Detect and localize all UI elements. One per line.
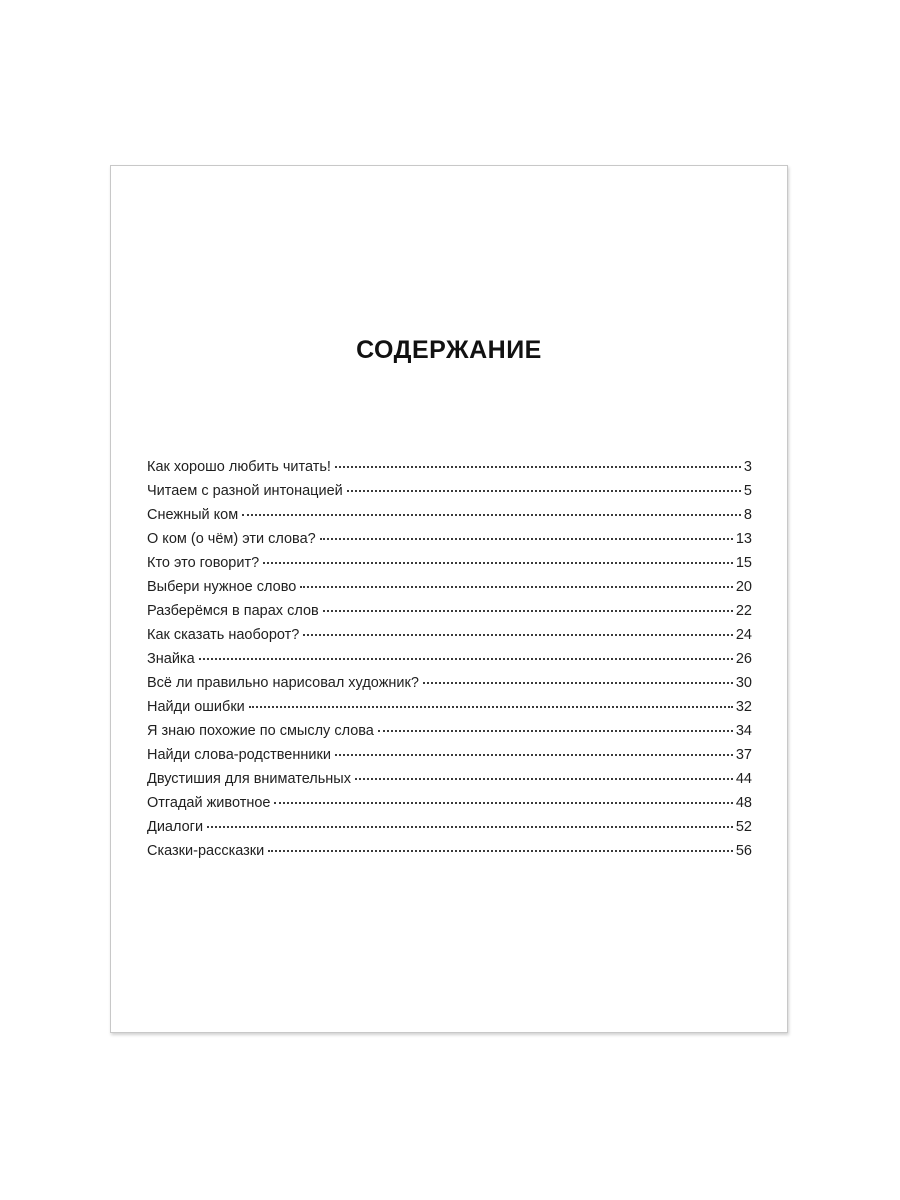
toc-entry: [147, 503, 752, 527]
toc-entry: [147, 767, 752, 791]
toc-entry: [147, 695, 752, 719]
toc-entry-page: 32: [735, 699, 752, 715]
toc-entry-page: 48: [735, 795, 752, 811]
toc-entry: [147, 743, 752, 767]
toc-entry-title: Найди слова-родственники: [147, 747, 331, 763]
toc-entry: [147, 647, 752, 671]
dot-leader: [423, 681, 733, 684]
toc-entry: [147, 575, 752, 599]
toc-entry: [147, 479, 752, 503]
toc-entry-page: 44: [735, 771, 752, 787]
toc-entry: [147, 671, 752, 695]
dot-leader: [207, 825, 733, 828]
toc-entry: [147, 623, 752, 647]
page-title: СОДЕРЖАНИЕ: [356, 336, 542, 364]
toc-entry-title: Двустишия для внимательных: [147, 771, 351, 787]
toc-entry-title: Выбери нужное слово: [147, 579, 297, 595]
dot-leader: [355, 777, 733, 780]
toc-entry-title: Разберёмся в парах слов: [147, 603, 319, 619]
toc-entry-title: Диалоги: [147, 819, 204, 835]
toc-entry: [147, 527, 752, 551]
toc-entry-title: О ком (о чём) эти слова?: [147, 531, 316, 547]
dot-leader: [268, 849, 733, 852]
dot-leader: [303, 633, 733, 636]
toc-entry-page: 8: [743, 507, 752, 523]
dot-leader: [274, 801, 732, 804]
toc-entry-page: 15: [735, 555, 752, 571]
dot-leader: [347, 489, 741, 492]
toc-entry-page: 30: [735, 675, 752, 691]
toc-entry-title: Найди ошибки: [147, 699, 245, 715]
dot-leader: [300, 585, 733, 588]
toc-entry-page: 26: [735, 651, 752, 667]
toc-entry-title: Как хорошо любить читать!: [147, 459, 331, 475]
toc-entry-page: 24: [735, 627, 752, 643]
toc-entry-page: 52: [735, 819, 752, 835]
toc-entry-title: Как сказать наоборот?: [147, 627, 300, 643]
dot-leader: [249, 705, 733, 708]
toc-entry-title: Всё ли правильно нарисовал художник?: [147, 675, 419, 691]
table-of-contents: [147, 455, 752, 863]
toc-entry-page: 20: [735, 579, 752, 595]
toc-entry-page: 56: [735, 843, 752, 859]
dot-leader: [335, 753, 733, 756]
toc-entry-page: 5: [743, 483, 752, 499]
dot-leader: [323, 609, 733, 612]
dot-leader: [378, 729, 733, 732]
toc-entry: [147, 719, 752, 743]
toc-entry: [147, 599, 752, 623]
toc-entry-title: Сказки-рассказки: [147, 843, 265, 859]
toc-entry-title: Читаем с разной интонацией: [147, 483, 343, 499]
toc-entry: [147, 815, 752, 839]
toc-entry-page: 22: [735, 603, 752, 619]
toc-entry: [147, 839, 752, 863]
toc-entry-page: 34: [735, 723, 752, 739]
toc-entry-title: Я знаю похожие по смыслу слова: [147, 723, 374, 739]
toc-entry: [147, 455, 752, 479]
toc-entry-title: Знайка: [147, 651, 195, 667]
toc-entry: [147, 791, 752, 815]
dot-leader: [320, 537, 733, 540]
book-page: [110, 165, 788, 1033]
toc-entry-title: Кто это говорит?: [147, 555, 260, 571]
toc-entry-page: 3: [743, 459, 752, 475]
toc-entry-page: 13: [735, 531, 752, 547]
toc-entry: [147, 551, 752, 575]
dot-leader: [263, 561, 733, 564]
dot-leader: [199, 657, 733, 660]
dot-leader: [242, 513, 741, 516]
toc-entry-page: 37: [735, 747, 752, 763]
toc-entry-title: Отгадай животное: [147, 795, 271, 811]
toc-entry-title: Снежный ком: [147, 507, 239, 523]
dot-leader: [335, 465, 741, 468]
